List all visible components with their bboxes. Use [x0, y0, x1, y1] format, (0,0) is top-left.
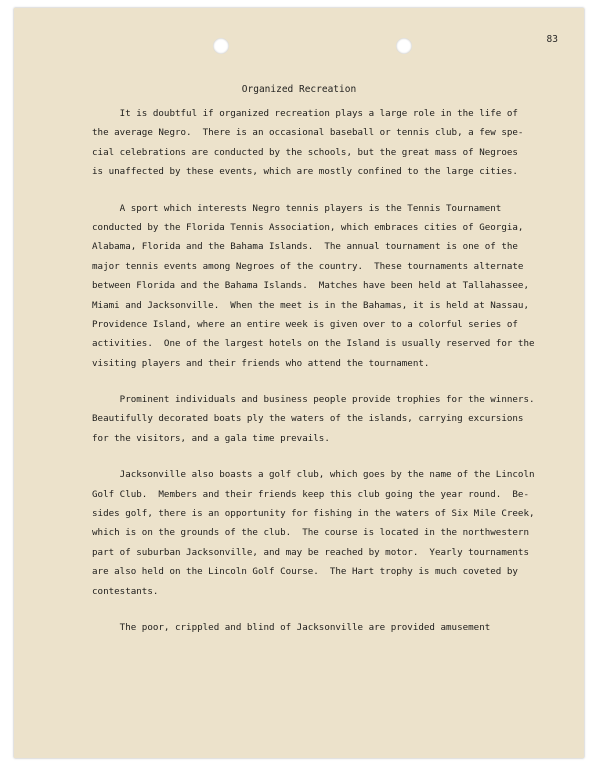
punch-hole-left	[213, 38, 229, 54]
document-body	[92, 104, 572, 637]
text-line: Golf Club. Members and their friends keep this club going the year round. Be-	[92, 488, 529, 500]
paragraph	[92, 199, 572, 374]
text-line: conducted by the Florida Tennis Association, which embraces cities of Georgia,	[92, 221, 524, 233]
text-line: between Florida and the Bahama Islands. Matches have been held at Tallahassee,	[92, 280, 529, 292]
text-line: part of suburban Jacksonville, and may be reached by motor. Yearly tournaments	[92, 546, 529, 558]
text-line: Prominent individuals and business people provide trophies for the winners.	[92, 394, 535, 406]
page-title: Organized Recreation	[241, 84, 357, 95]
text-line: A sport which interests Negro tennis players is the Tennis Tournament	[92, 202, 502, 214]
page-number: 83	[546, 34, 558, 45]
text-line: which is on the grounds of the club. The course is located in the northwestern	[92, 527, 529, 539]
paragraph-gap	[92, 373, 572, 390]
paragraph-gap	[92, 182, 572, 199]
text-line: is unaffected by these events, which are mostly confined to the large cities.	[92, 166, 518, 178]
text-line: Providence Island, where an entire week is given over to a colorful series of	[92, 318, 518, 330]
text-line: Beautifully decorated boats ply the waters of the islands, carrying excursions	[92, 413, 524, 425]
text-line: activities. One of the largest hotels on the Island is usually reserved for the	[92, 338, 535, 350]
text-line: major tennis events among Negroes of the country. These tournaments alternate	[92, 260, 524, 272]
text-line: visiting players and their friends who attend the tournament.	[92, 357, 430, 369]
text-line: Jacksonville also boasts a golf club, which goes by the name of the Lincoln	[92, 469, 535, 481]
text-line: cial celebrations are conducted by the schools, but the great mass of Negroes	[92, 146, 518, 158]
text-line: the average Negro. There is an occasional baseball or tennis club, a few spe-	[92, 127, 524, 139]
text-line: Miami and Jacksonville. When the meet is in the Bahamas, it is held at Nassau,	[92, 299, 529, 311]
text-line: The poor, crippled and blind of Jacksonville are provided amusement	[92, 621, 491, 633]
document-page	[14, 8, 584, 758]
paragraph-gap	[92, 601, 572, 618]
text-line: are also held on the Lincoln Golf Course. The Hart trophy is much coveted by	[92, 566, 518, 578]
text-line: It is doubtful if organized recreation plays a large role in the life of	[92, 108, 518, 119]
paragraph	[92, 390, 572, 448]
text-line: for the visitors, and a gala time prevails.	[92, 432, 330, 444]
paragraph	[92, 465, 572, 601]
punch-hole-right	[396, 38, 412, 54]
paragraph-gap	[92, 448, 572, 465]
text-line: sides golf, there is an opportunity for fishing in the waters of Six Mile Creek,	[92, 508, 535, 520]
paragraph	[92, 618, 572, 637]
paragraph	[92, 104, 572, 182]
text-line: Alabama, Florida and the Bahama Islands. The annual tournament is one of the	[92, 241, 518, 253]
text-line: contestants.	[92, 585, 159, 597]
